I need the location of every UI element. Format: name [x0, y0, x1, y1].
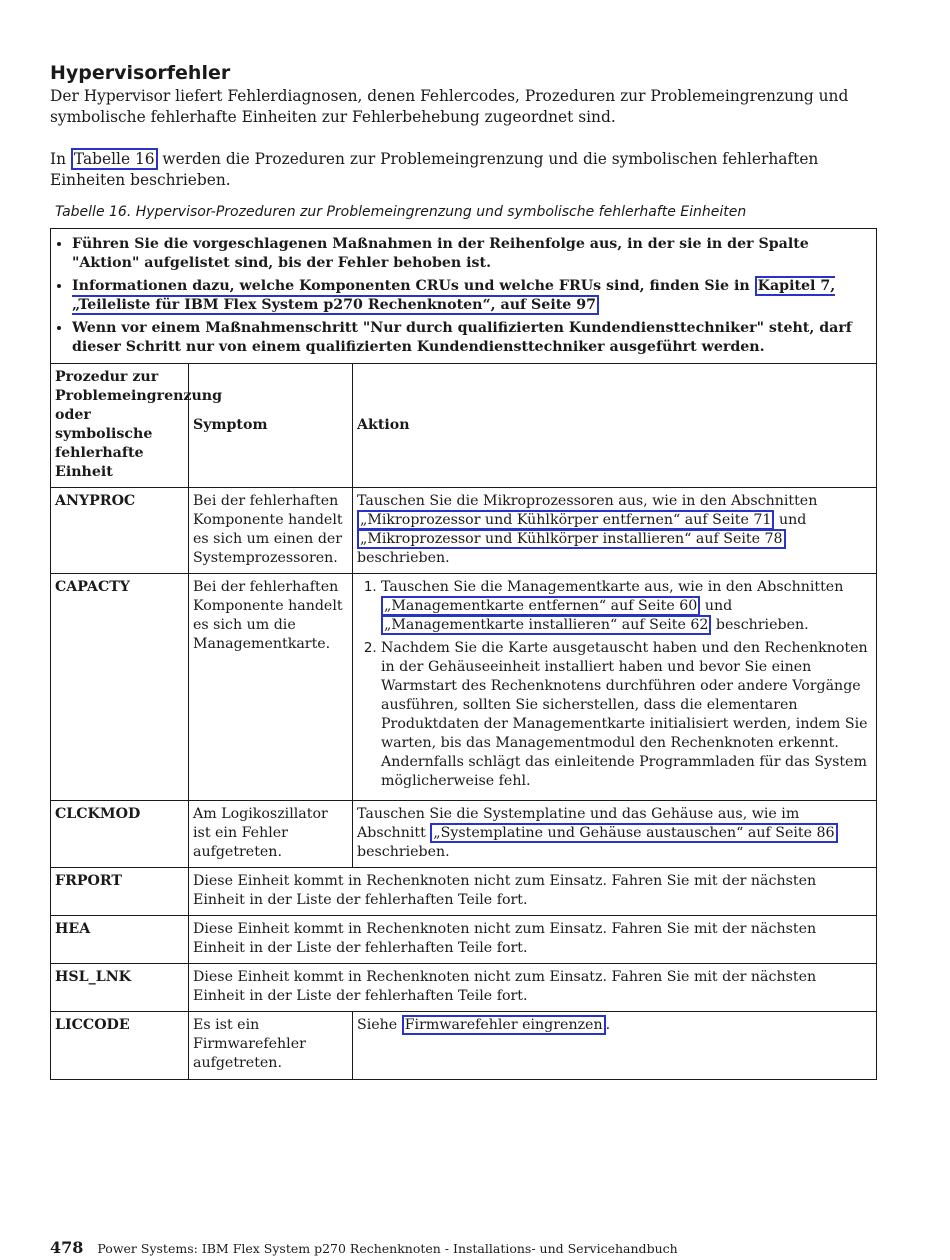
action-text: beschrieben. — [711, 617, 809, 633]
hypervisor-table — [50, 228, 877, 1080]
row-description: Diese Einheit kommt in Rechenknoten nicht zum Einsatz. Fahren Sie mit der nächsten Einheit in der Liste der fehlerhaften Teile fort. — [189, 964, 877, 1012]
note-item — [72, 277, 872, 315]
section-heading: Hypervisorfehler — [50, 62, 231, 84]
table-row — [51, 801, 877, 868]
table-caption: Tabelle 16. Hypervisor-Prozeduren zur Problemeingrenzung und symbolische fehlerhafte Einheiten — [55, 204, 747, 220]
action-step — [381, 578, 872, 635]
firmware-error-link[interactable]: Firmwarefehler eingrenzen — [402, 1015, 606, 1035]
row-code: CAPACTY — [51, 574, 189, 801]
note-text: Informationen dazu, welche Komponenten CRUs und welche FRUs sind, finden Sie in — [72, 278, 755, 294]
mgmt-card-remove-link[interactable]: „Managementkarte entfernen“ auf Seite 60 — [381, 596, 700, 616]
ref-text-before: In — [50, 150, 71, 168]
row-symptom: Bei der fehlerhaften Komponente handelt es sich um die Managementkarte. — [189, 574, 353, 801]
action-steps — [357, 578, 872, 791]
book-title: Power Systems: IBM Flex System p270 Rechenknoten - Installations- und Servicehandbuch — [97, 1241, 678, 1256]
microprocessor-install-link[interactable]: „Mikroprozessor und Kühlkörper installieren“ auf Seite 78 — [357, 529, 786, 549]
ref-text-after: werden die Prozeduren zur Problemeingrenzung und die symbolischen fehlerhaften Einheiten beschrieben. — [50, 150, 819, 189]
header-symptom: Symptom — [189, 364, 353, 488]
table-row — [51, 488, 877, 574]
systemboard-replace-link[interactable]: „Systemplatine und Gehäuse austauschen“ auf Seite 86 — [430, 823, 837, 843]
microprocessor-remove-link[interactable]: „Mikroprozessor und Kühlkörper entfernen“ auf Seite 71 — [357, 510, 774, 530]
table-header-row — [51, 364, 877, 488]
row-description: Diese Einheit kommt in Rechenknoten nicht zum Einsatz. Fahren Sie mit der nächsten Einheit in der Liste der fehlerhaften Teile fort. — [189, 916, 877, 964]
action-text: und — [774, 512, 807, 528]
document-page — [50, 62, 876, 1080]
action-text: Siehe — [357, 1017, 402, 1033]
table-row — [51, 868, 877, 916]
row-description: Diese Einheit kommt in Rechenknoten nicht zum Einsatz. Fahren Sie mit der nächsten Einheit in der Liste der fehlerhaften Teile fort. — [189, 868, 877, 916]
table-notes-row — [51, 229, 877, 364]
header-action: Aktion — [353, 364, 877, 488]
action-text: Tauschen Sie die Managementkarte aus, wie in den Abschnitten — [381, 579, 844, 595]
row-code: HSL_LNK — [51, 964, 189, 1012]
row-code: HEA — [51, 916, 189, 964]
chapter-7-link[interactable]: Kapitel 7, „Teileliste für IBM Flex System p270 Rechenknoten“, auf Seite 97 — [72, 278, 836, 313]
action-text: Tauschen Sie die Mikroprozessoren aus, wie in den Abschnitten — [357, 493, 818, 509]
reference-paragraph — [50, 149, 876, 191]
row-symptom: Am Logikoszillator ist ein Fehler aufgetreten. — [189, 801, 353, 868]
page-number: 478 — [50, 1238, 84, 1257]
row-action — [353, 801, 877, 868]
action-step: 2. Nachdem Sie die Karte ausgetauscht haben und den Rechenknoten in der Gehäuseeinheit installiert haben und bevor Sie einen Warmstart des Rechenknotens durchführen oder andere Vorgänge ausführen, sollten Sie sicherstellen, dass die elementaren Produktdaten der Managementkarte initialisiert werden, indem Sie warten, bis das Managementmodul den Rechenknoten erkennt. Andernfalls schlägt das einleitende Programmladen für das System möglicherweise fehl. — [381, 639, 872, 791]
action-text: beschrieben. — [357, 844, 450, 860]
row-code: FRPORT — [51, 868, 189, 916]
note-item: • Führen Sie die vorgeschlagenen Maßnahmen in der Reihenfolge aus, in der sie in der Spalte "Aktion" aufgelistet sind, bis der Fehler behoben ist. — [72, 235, 872, 273]
action-text: und — [700, 598, 733, 614]
row-symptom: Bei der fehlerhaften Komponente handelt es sich um einen der Systemprozessoren. — [189, 488, 353, 574]
header-procedure: Prozedur zur Problemeingrenzung oder symbolische fehlerhafte Einheit — [51, 364, 189, 488]
table-row — [51, 964, 877, 1012]
table-row — [51, 574, 877, 801]
row-code: ANYPROC — [51, 488, 189, 574]
row-action — [353, 574, 877, 801]
row-symptom: Es ist ein Firmwarefehler aufgetreten. — [189, 1012, 353, 1080]
row-action — [353, 488, 877, 574]
intro-paragraph: Der Hypervisor liefert Fehlerdiagnosen, denen Fehlercodes, Prozeduren zur Problemeingrenzung und symbolische fehlerhafte Einheiten zur Fehlerbehebung zugeordnet sind. — [50, 87, 849, 126]
table-notes-cell — [51, 229, 877, 364]
table-row — [51, 1012, 877, 1080]
action-text: beschrieben. — [357, 550, 450, 566]
table-row — [51, 916, 877, 964]
notes-list — [55, 235, 872, 357]
row-code: LICCODE — [51, 1012, 189, 1080]
action-text: Tauschen Sie die Systemplatine und das Gehäuse aus, wie im Abschnitt — [357, 806, 800, 841]
row-code: CLCKMOD — [51, 801, 189, 868]
table-16-link[interactable]: Tabelle 16 — [71, 148, 158, 170]
row-action — [353, 1012, 877, 1080]
mgmt-card-install-link[interactable]: „Managementkarte installieren“ auf Seite 62 — [381, 615, 711, 635]
note-item: • Wenn vor einem Maßnahmenschritt "Nur durch qualifizierten Kundendiensttechniker" steht, darf dieser Schritt nur von einem qualifizierten Kundendiensttechniker ausgeführt werden. — [72, 319, 872, 357]
action-text: . — [605, 1017, 611, 1033]
page-footer — [50, 1238, 678, 1257]
